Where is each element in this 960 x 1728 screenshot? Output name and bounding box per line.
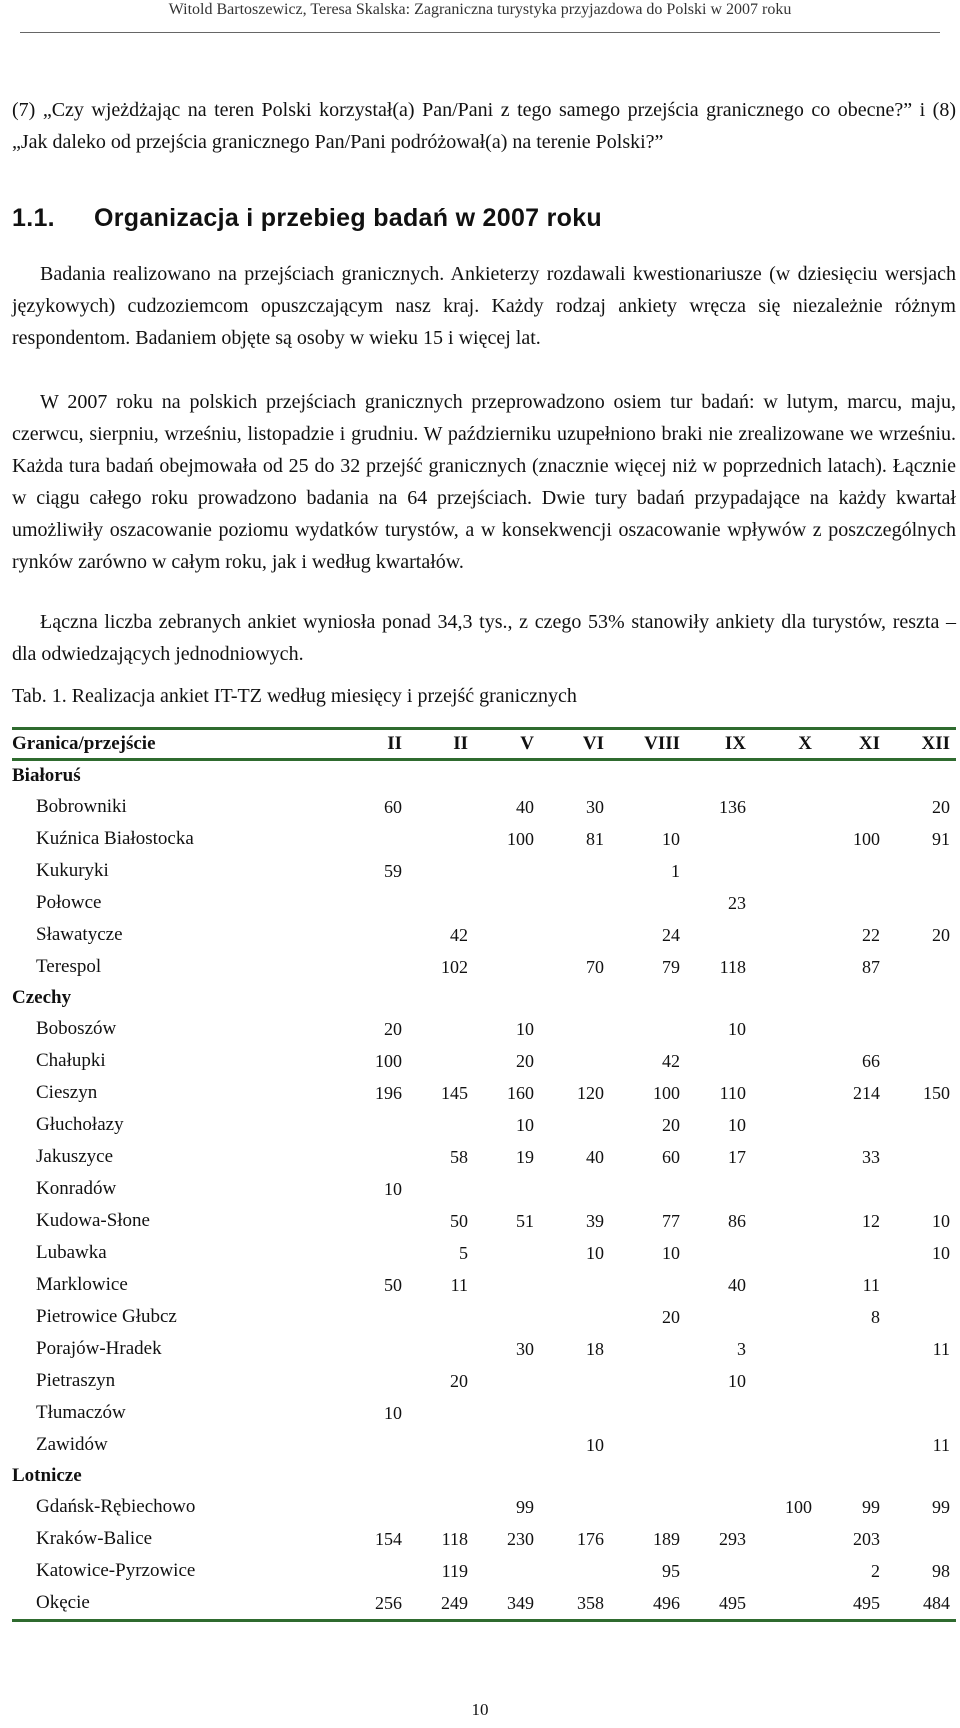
table-cell [540, 887, 610, 919]
crossing-name: Pietrowice Głubcz [36, 1306, 177, 1327]
table-cell: 19 [516, 1146, 534, 1167]
table-cell [752, 1173, 818, 1205]
table-row [12, 791, 956, 823]
table-cell [686, 855, 752, 887]
crossing-name: Pietraszyn [36, 1370, 116, 1391]
table-cell: 136 [719, 796, 746, 817]
table-row [12, 1205, 956, 1237]
table-cell [886, 1523, 956, 1555]
table-cell [818, 791, 886, 823]
table-cell: 120 [577, 1082, 604, 1103]
table-cell [686, 823, 752, 855]
table-cell [610, 1173, 686, 1205]
header-month: VIII [610, 729, 686, 760]
table-cell [752, 1045, 818, 1077]
table-cell: 100 [375, 1050, 402, 1071]
table-cell [818, 1109, 886, 1141]
table-cell [886, 1301, 956, 1333]
table-cell [686, 1237, 752, 1269]
table-cell [886, 855, 956, 887]
table-cell [818, 1173, 886, 1205]
crossing-name: Tłumaczów [36, 1402, 126, 1423]
crossing-name: Katowice-Pyrzowice [36, 1560, 196, 1581]
table-cell [886, 1397, 956, 1429]
table-cell: 1 [671, 860, 680, 881]
table-cell: 91 [932, 828, 950, 849]
table-header-row [12, 729, 956, 760]
table-cell [474, 1269, 540, 1301]
crossing-name: Lubawka [36, 1242, 107, 1263]
table-cell: 11 [450, 1274, 468, 1295]
table-cell [686, 1555, 752, 1587]
table-cell: 12 [862, 1210, 880, 1231]
table-group-row [12, 1461, 956, 1491]
table-cell [540, 1397, 610, 1429]
table-cell: 30 [586, 796, 604, 817]
crossing-name: Chałupki [36, 1050, 106, 1071]
table-row [12, 919, 956, 951]
table-cell: 40 [586, 1146, 604, 1167]
table-cell [686, 1397, 752, 1429]
table-cell [408, 823, 474, 855]
table-cell [818, 1237, 886, 1269]
table-cell: 39 [586, 1210, 604, 1231]
table-cell [610, 791, 686, 823]
table-cell [752, 1141, 818, 1173]
table-cell: 40 [516, 796, 534, 817]
table-cell: 150 [923, 1082, 950, 1103]
table-cell [752, 1269, 818, 1301]
table-cell: 59 [384, 860, 402, 881]
table-cell [752, 823, 818, 855]
crossing-name: Porajów-Hradek [36, 1338, 162, 1359]
table-cell [752, 1205, 818, 1237]
crossing-name: Połowce [36, 892, 102, 913]
crossing-name: Głuchołazy [36, 1114, 124, 1135]
table-cell [342, 1141, 408, 1173]
header-month: V [474, 729, 540, 760]
table-row [12, 823, 956, 855]
table-cell: 10 [384, 1178, 402, 1199]
table-cell: 86 [728, 1210, 746, 1231]
table-cell [474, 1365, 540, 1397]
section-number: 1.1. [12, 204, 55, 232]
table-cell: 22 [862, 924, 880, 945]
table-cell: 249 [408, 1587, 474, 1621]
table-cell [610, 1397, 686, 1429]
table-row [12, 1013, 956, 1045]
paragraph-method: Badania realizowano na przejściach granicznych. Ankieterzy rozdawali kwestionariusze (w dziesięciu wersjach językowych) cudzoziemcom opuszczającym nasz kraj. Każdy rodzaj ankiety wręcza się niezależnie różnym respondentom. Badaniem objęte są osoby w wieku 15 i więcej lat. [12, 263, 956, 349]
table-cell [752, 951, 818, 983]
table-row [12, 1397, 956, 1429]
table-cell: 17 [728, 1146, 746, 1167]
crossing-name: Kukuryki [36, 860, 109, 881]
table-cell: 214 [853, 1082, 880, 1103]
table-cell: 42 [662, 1050, 680, 1071]
table-cell: 8 [871, 1306, 880, 1327]
table-cell [408, 1045, 474, 1077]
table-cell: 118 [441, 1528, 468, 1549]
table-cell [752, 1237, 818, 1269]
table-cell: 3 [737, 1338, 746, 1359]
table-cell [886, 1045, 956, 1077]
table-cell [540, 919, 610, 951]
table-cell [752, 919, 818, 951]
table-cell [540, 1109, 610, 1141]
table-cell: 30 [516, 1338, 534, 1359]
table-cell: 10 [586, 1434, 604, 1455]
table-cell [474, 1397, 540, 1429]
table-cell: 18 [586, 1338, 604, 1359]
table-cell: 11 [862, 1274, 880, 1295]
table-cell [540, 1301, 610, 1333]
table-cell: 50 [450, 1210, 468, 1231]
table-cell [408, 1173, 474, 1205]
table-row [12, 1141, 956, 1173]
table-cell [540, 1013, 610, 1045]
table-cell [818, 1365, 886, 1397]
table-row [12, 1077, 956, 1109]
table-cell [752, 791, 818, 823]
table-cell: 11 [932, 1338, 950, 1359]
table-cell: 160 [507, 1082, 534, 1103]
table-cell [474, 887, 540, 919]
table-cell: 10 [586, 1242, 604, 1263]
table-cell: 10 [932, 1210, 950, 1231]
table-cell [474, 1237, 540, 1269]
table-cell [474, 1173, 540, 1205]
table-cell [686, 1429, 752, 1461]
group-label: Białoruś [12, 765, 81, 786]
table-row [12, 1269, 956, 1301]
header-month: IX [686, 729, 752, 760]
table-cell [610, 1013, 686, 1045]
crossing-name: Cieszyn [36, 1082, 98, 1103]
table-cell [686, 1045, 752, 1077]
table-row [12, 1587, 956, 1621]
table-cell [610, 887, 686, 919]
table-cell: 95 [662, 1560, 680, 1581]
table-cell: 496 [610, 1587, 686, 1621]
table-row [12, 1173, 956, 1205]
table-cell [752, 1333, 818, 1365]
table-cell: 20 [932, 796, 950, 817]
crossing-name: Konradów [36, 1178, 117, 1199]
table-cell: 495 [818, 1587, 886, 1621]
table-cell [408, 1301, 474, 1333]
table-cell: 176 [577, 1528, 604, 1549]
crossing-name: Kudowa-Słone [36, 1210, 150, 1231]
table-cell [686, 1491, 752, 1523]
table-row [12, 1237, 956, 1269]
table-group-row [12, 760, 956, 792]
table-row [12, 1491, 956, 1523]
group-label: Lotnicze [12, 1465, 82, 1486]
table-cell [752, 1397, 818, 1429]
table-cell [752, 1429, 818, 1461]
table-cell [752, 1077, 818, 1109]
table-cell: 293 [719, 1528, 746, 1549]
crossing-name: Zawidów [36, 1434, 108, 1455]
table-cell: 20 [662, 1306, 680, 1327]
table-cell [886, 1141, 956, 1173]
table-cell: 102 [441, 956, 468, 977]
table-cell: 24 [662, 924, 680, 945]
table-cell: 20 [662, 1114, 680, 1135]
table-cell: 20 [384, 1018, 402, 1039]
intro-paragraph: (7) „Czy wjeżdżając na teren Polski korzystał(a) Pan/Pani z tego samego przejścia granicznego co obecne?” i (8) „Jak daleko od przejścia granicznego Pan/Pani podróżował(a) na terenie Polski?” [12, 99, 956, 153]
table-cell [342, 919, 408, 951]
section-heading [12, 202, 602, 234]
table-cell [886, 951, 956, 983]
table-cell [408, 887, 474, 919]
crossing-name: Okęcie [12, 1587, 342, 1621]
running-header: Witold Bartoszewicz, Teresa Skalska: Zagraniczna turystyka przyjazdowa do Polski w 2007 roku [20, 0, 940, 33]
crossing-name: Jakuszyce [36, 1146, 114, 1167]
table-cell [408, 1491, 474, 1523]
table-cell [408, 1013, 474, 1045]
table-cell [752, 1523, 818, 1555]
crossing-name: Kuźnica Białostocka [36, 828, 194, 849]
table-cell: 100 [853, 828, 880, 849]
table-cell: 119 [441, 1560, 468, 1581]
table-cell: 10 [662, 1242, 680, 1263]
table-cell [474, 1301, 540, 1333]
table-cell [474, 919, 540, 951]
table-cell [752, 1301, 818, 1333]
header-month: VI [540, 729, 610, 760]
table-cell: 20 [516, 1050, 534, 1071]
table-cell [342, 1205, 408, 1237]
table-cell [540, 1173, 610, 1205]
table-cell [610, 1365, 686, 1397]
table-row [12, 887, 956, 919]
table-cell: 100 [653, 1082, 680, 1103]
table-cell [818, 1429, 886, 1461]
table-cell [886, 1269, 956, 1301]
table-cell [540, 1491, 610, 1523]
table-cell [540, 1555, 610, 1587]
table-cell: 11 [932, 1434, 950, 1455]
table-cell [342, 1365, 408, 1397]
table-cell [752, 887, 818, 919]
header-border-crossing: Granica/przejście [12, 729, 342, 760]
crossing-name: Gdańsk-Rębiechowo [36, 1496, 196, 1517]
table-cell [474, 855, 540, 887]
table-cell: 100 [785, 1496, 812, 1517]
table-cell [408, 1333, 474, 1365]
table-cell: 40 [728, 1274, 746, 1295]
header-month: XII [886, 729, 956, 760]
table-cell [342, 1301, 408, 1333]
table-cell: 58 [450, 1146, 468, 1167]
group-label: Czechy [12, 987, 72, 1008]
table-cell [752, 1587, 818, 1621]
table-cell: 203 [853, 1528, 880, 1549]
paragraph-total: Łączna liczba zebranych ankiet wyniosła ponad 34,3 tys., z czego 53% stanowiły ankiety dla turystów, reszta – dla odwiedzających jednodniowych. [12, 611, 956, 665]
header-month: X [752, 729, 818, 760]
table-cell [540, 855, 610, 887]
table-cell: 2 [871, 1560, 880, 1581]
table-cell [408, 791, 474, 823]
table-cell: 10 [728, 1370, 746, 1391]
table-cell: 98 [932, 1560, 950, 1581]
table-cell [342, 1491, 408, 1523]
table-cell [886, 1173, 956, 1205]
table-cell [818, 887, 886, 919]
table-cell [886, 887, 956, 919]
table-cell: 10 [516, 1114, 534, 1135]
table-cell: 70 [586, 956, 604, 977]
table-cell: 23 [728, 892, 746, 913]
table-cell: 10 [384, 1402, 402, 1423]
table-cell [818, 855, 886, 887]
table-caption: Tab. 1. Realizacja ankiet IT-TZ według miesięcy i przejść granicznych [12, 685, 577, 707]
table-cell: 20 [932, 924, 950, 945]
table-cell: 196 [375, 1082, 402, 1103]
table-row [12, 1301, 956, 1333]
table-cell [342, 823, 408, 855]
table-cell: 10 [728, 1114, 746, 1135]
table-cell: 256 [342, 1587, 408, 1621]
table-cell [752, 855, 818, 887]
table-row [12, 1523, 956, 1555]
table-row [12, 1109, 956, 1141]
table-cell [686, 919, 752, 951]
table-cell: 33 [862, 1146, 880, 1167]
table-cell: 10 [728, 1018, 746, 1039]
table-row [12, 1555, 956, 1587]
crossing-name: Terespol [36, 956, 102, 977]
table-cell [752, 1013, 818, 1045]
table-cell: 42 [450, 924, 468, 945]
table-cell [686, 1301, 752, 1333]
table-cell: 51 [516, 1210, 534, 1231]
table-cell [342, 1109, 408, 1141]
table-cell [540, 1269, 610, 1301]
survey-table [12, 727, 956, 1622]
table-cell: 154 [375, 1528, 402, 1549]
table-cell: 10 [516, 1018, 534, 1039]
section-title: Organizacja i przebieg badań w 2007 roku [94, 204, 602, 232]
table-cell: 81 [586, 828, 604, 849]
table-cell: 50 [384, 1274, 402, 1295]
table-cell: 495 [686, 1587, 752, 1621]
table-cell: 87 [862, 956, 880, 977]
table-cell: 100 [507, 828, 534, 849]
table-cell: 118 [719, 956, 746, 977]
table-cell: 358 [540, 1587, 610, 1621]
crossing-name: Kraków-Balice [36, 1528, 153, 1549]
table-cell [752, 1555, 818, 1587]
table-cell [342, 1555, 408, 1587]
table-cell: 145 [441, 1082, 468, 1103]
table-cell: 10 [662, 828, 680, 849]
table-row [12, 1429, 956, 1461]
table-row [12, 1365, 956, 1397]
table-cell: 189 [653, 1528, 680, 1549]
crossing-name: Sławatycze [36, 924, 123, 945]
table-cell [474, 951, 540, 983]
table-cell: 66 [862, 1050, 880, 1071]
table-cell: 349 [474, 1587, 540, 1621]
table-cell: 99 [516, 1496, 534, 1517]
table-cell [752, 1365, 818, 1397]
table-cell [886, 1109, 956, 1141]
table-cell [610, 1333, 686, 1365]
table-cell: 10 [932, 1242, 950, 1263]
table-cell [610, 1269, 686, 1301]
table-row [12, 951, 956, 983]
table-cell [342, 1237, 408, 1269]
table-row [12, 1045, 956, 1077]
table-body [12, 760, 956, 1621]
table-cell: 99 [862, 1496, 880, 1517]
table-cell: 60 [662, 1146, 680, 1167]
header-month: II [342, 729, 408, 760]
table-cell [408, 855, 474, 887]
table-cell [686, 1173, 752, 1205]
table-cell: 20 [450, 1370, 468, 1391]
table-row [12, 855, 956, 887]
table-cell [408, 1397, 474, 1429]
table-cell: 60 [384, 796, 402, 817]
table-cell [886, 1013, 956, 1045]
table-cell: 110 [719, 1082, 746, 1103]
table-cell [342, 1333, 408, 1365]
crossing-name: Boboszów [36, 1018, 117, 1039]
table-cell [342, 951, 408, 983]
page-number: 10 [471, 1700, 489, 1719]
table-cell [610, 1429, 686, 1461]
table-cell [610, 1491, 686, 1523]
table-cell [540, 1365, 610, 1397]
table-group-row [12, 983, 956, 1013]
table-cell [886, 1365, 956, 1397]
table-row [12, 1333, 956, 1365]
table-cell: 5 [459, 1242, 468, 1263]
paragraph-rounds: W 2007 roku na polskich przejściach granicznych przeprowadzono osiem tur badań: w lutym, marcu, maju, czerwcu, sierpniu, wrześniu, listopadzie i grudniu. W październiku uzupełniono braki nie zrealizowane we wrześniu. Każda tura badań obejmowała od 25 do 32 przejść granicznych (znacznie więcej niż w poprzednich latach). Łącznie w ciągu całego roku prowadzono badania na 64 przejściach. Dwie tury badań przypadające na każdy kwartał umożliwiły oszacowanie poziomu wydatków turystów, a w konsekwencji oszacowanie wpływów z poszczególnych rynków zarówno w całym roku, jak i według kwartałów. [12, 391, 956, 573]
table-cell [818, 1397, 886, 1429]
table-cell [342, 887, 408, 919]
table-cell [408, 1429, 474, 1461]
table-cell [818, 1333, 886, 1365]
table-cell: 230 [507, 1528, 534, 1549]
table-cell [818, 1013, 886, 1045]
table-cell [474, 1429, 540, 1461]
table-cell [408, 1109, 474, 1141]
table-cell: 484 [886, 1587, 956, 1621]
table-cell [752, 1109, 818, 1141]
table-cell [540, 1045, 610, 1077]
table-cell: 99 [932, 1496, 950, 1517]
table-cell: 79 [662, 956, 680, 977]
header-month: II [408, 729, 474, 760]
crossing-name: Marklowice [36, 1274, 128, 1295]
table-cell [342, 1429, 408, 1461]
table-cell [474, 1555, 540, 1587]
table-cell: 77 [662, 1210, 680, 1231]
crossing-name: Bobrowniki [36, 796, 127, 817]
header-month: XI [818, 729, 886, 760]
